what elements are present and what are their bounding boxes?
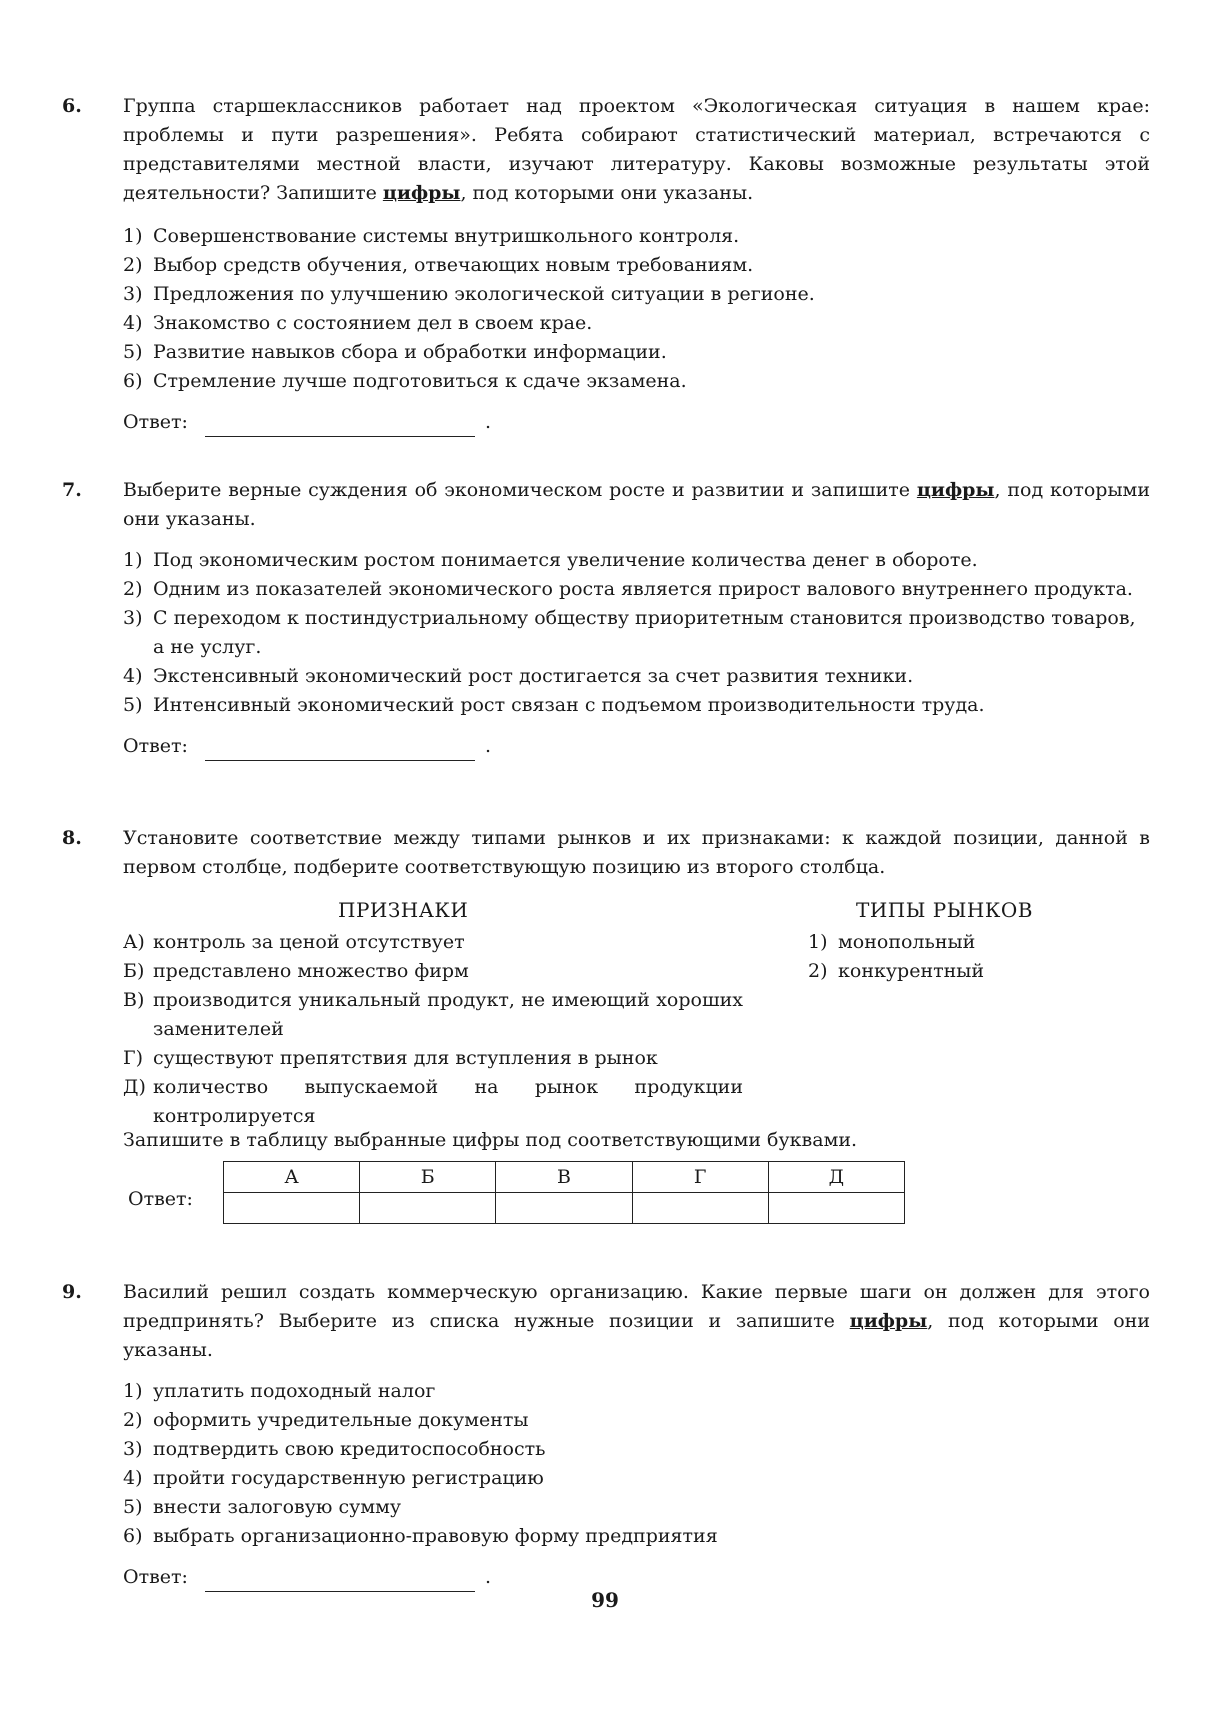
option-item <box>123 691 1150 720</box>
option-text: Стремление лучше подготовиться к сдаче экзамена. <box>153 370 687 392</box>
option-number: 6) <box>123 1525 143 1547</box>
task-text-part: , под которыми они указаны. <box>123 1310 1151 1361</box>
option-text: выбрать организационно-правовую форму предприятия <box>153 1525 718 1547</box>
feature-text: количество выпускаемой на рынок продукции контролируется <box>153 1076 743 1127</box>
option-item <box>123 546 1150 575</box>
option-text: внести залоговую сумму <box>153 1496 402 1518</box>
right-column-header: ТИПЫ РЫНКОВ <box>856 898 1033 922</box>
option-text: Экстенсивный экономический рост достигается за счет развития техники. <box>153 665 914 687</box>
answer-table-header: Д <box>768 1162 904 1193</box>
option-list <box>123 222 1150 396</box>
feature-text: представлено множество фирм <box>153 960 469 982</box>
answer-cell[interactable] <box>768 1193 904 1224</box>
answer-table-block <box>123 1161 1150 1231</box>
answer-blank[interactable] <box>205 414 475 437</box>
task-text-part: , под которыми они указаны. <box>460 182 754 204</box>
option-item <box>123 1377 1150 1406</box>
answer-cell[interactable] <box>496 1193 632 1224</box>
answer-cell[interactable] <box>360 1193 496 1224</box>
task-keyword: цифры <box>849 1310 928 1332</box>
task-body <box>123 824 1150 1231</box>
market-type-number: 2) <box>808 960 828 982</box>
task-body <box>123 476 1150 761</box>
task-text <box>123 1278 1150 1365</box>
market-type-text: конкурентный <box>838 960 985 982</box>
task-text-part: Василий решил создать коммерческую организацию. Какие первые шаги он должен для этого предпринять? Выберите из списка нужные позиции и запишите <box>123 1281 1150 1332</box>
answer-table-header-row <box>224 1162 905 1193</box>
task-number: 7. <box>62 479 82 501</box>
option-number: 2) <box>123 578 143 600</box>
option-item <box>123 309 1150 338</box>
answer-label: Ответ: <box>123 411 188 433</box>
feature-letter: Б) <box>123 960 145 982</box>
option-item <box>123 1406 1150 1435</box>
feature-item <box>123 928 743 957</box>
option-text: С переходом к постиндустриальному обществу приоритетным становится производство товаров, а не услуг. <box>153 607 1136 658</box>
option-number: 2) <box>123 1409 143 1431</box>
option-text: подтвердить свою кредитоспособность <box>153 1438 546 1460</box>
feature-text: контроль за ценой отсутствует <box>153 931 465 953</box>
answer-table-header: А <box>224 1162 360 1193</box>
feature-text: производится уникальный продукт, не имеющий хороших заменителей <box>153 989 743 1040</box>
option-text: Интенсивный экономический рост связан с подъемом производительности труда. <box>153 694 985 716</box>
option-item <box>123 280 1150 309</box>
option-item <box>123 662 1150 691</box>
task-text <box>123 92 1150 208</box>
features-list <box>123 928 743 1131</box>
option-item <box>123 575 1150 604</box>
feature-letter: Д) <box>123 1076 146 1098</box>
option-number: 5) <box>123 1496 143 1518</box>
option-text: уплатить подоходный налог <box>153 1380 436 1402</box>
option-number: 1) <box>123 549 143 571</box>
task-number: 9. <box>62 1281 82 1303</box>
answer-cell[interactable] <box>632 1193 768 1224</box>
option-text: Под экономическим ростом понимается увеличение количества денег в обороте. <box>153 549 978 571</box>
task-text-part: , под которыми они указаны. <box>123 479 1151 530</box>
task-text-part: Выберите верные суждения об экономическом росте и развитии и запишите <box>123 479 917 501</box>
option-list <box>123 1377 1150 1551</box>
option-text: Предложения по улучшению экологической ситуации в регионе. <box>153 283 815 305</box>
answer-line <box>123 408 1150 437</box>
option-item <box>123 1493 1150 1522</box>
answer-label: Ответ: <box>128 1188 193 1210</box>
feature-letter: А) <box>123 931 145 953</box>
table-instruction: Запишите в таблицу выбранные цифры под соответствующими буквами. <box>123 1129 858 1151</box>
option-number: 5) <box>123 694 143 716</box>
option-text: оформить учредительные документы <box>153 1409 529 1431</box>
answer-table-header: Г <box>632 1162 768 1193</box>
feature-text: существуют препятствия для вступления в рынок <box>153 1047 658 1069</box>
task-keyword: цифры <box>382 182 461 204</box>
feature-letter: В) <box>123 989 145 1011</box>
market-type-number: 1) <box>808 931 828 953</box>
answer-line <box>123 732 1150 761</box>
option-item <box>123 251 1150 280</box>
option-number: 3) <box>123 607 143 629</box>
option-number: 1) <box>123 1380 143 1402</box>
option-text: Развитие навыков сбора и обработки информации. <box>153 341 667 363</box>
market-type-item <box>808 957 984 986</box>
answer-label: Ответ: <box>123 1566 188 1588</box>
option-item <box>123 1464 1150 1493</box>
option-text: Знакомство с состоянием дел в своем крае. <box>153 312 593 334</box>
answer-table-header: Б <box>360 1162 496 1193</box>
option-item <box>123 222 1150 251</box>
option-text: пройти государственную регистрацию <box>153 1467 544 1489</box>
task-text <box>123 476 1150 534</box>
task-number: 6. <box>62 95 82 117</box>
option-number: 4) <box>123 1467 143 1489</box>
option-number: 4) <box>123 665 143 687</box>
page-number: 99 <box>591 1588 619 1612</box>
market-type-item <box>808 928 984 957</box>
answer-table <box>223 1161 905 1224</box>
task-body <box>123 1278 1150 1592</box>
feature-item <box>123 1073 743 1131</box>
answer-label: Ответ: <box>123 735 188 757</box>
option-text: Выбор средств обучения, отвечающих новым требованиям. <box>153 254 754 276</box>
market-types-list <box>808 928 984 986</box>
task-number: 8. <box>62 827 82 849</box>
option-number: 3) <box>123 283 143 305</box>
answer-blank[interactable] <box>205 738 475 761</box>
option-item <box>123 1522 1150 1551</box>
answer-table-header: В <box>496 1162 632 1193</box>
answer-cell[interactable] <box>224 1193 360 1224</box>
option-number: 5) <box>123 341 143 363</box>
option-item <box>123 367 1150 396</box>
option-number: 6) <box>123 370 143 392</box>
option-number: 3) <box>123 1438 143 1460</box>
answer-period: . <box>485 1566 492 1588</box>
feature-item <box>123 957 743 986</box>
market-type-text: монопольный <box>838 931 976 953</box>
answer-period: . <box>485 411 492 433</box>
task-text: Установите соответствие между типами рынков и их признаками: к каждой позиции, данной в первом столбце, подберите соответствующую позицию из второго столбца. <box>123 827 1150 878</box>
task-body <box>123 92 1150 437</box>
option-item <box>123 338 1150 367</box>
option-list <box>123 546 1150 720</box>
option-item <box>123 1435 1150 1464</box>
feature-item <box>123 1044 743 1073</box>
option-item <box>123 604 1150 662</box>
option-text: Одним из показателей экономического роста является прирост валового внутреннего продукта. <box>153 578 1133 600</box>
option-number: 1) <box>123 225 143 247</box>
left-column-header: ПРИЗНАКИ <box>338 898 469 922</box>
option-number: 4) <box>123 312 143 334</box>
answer-period: . <box>485 735 492 757</box>
feature-letter: Г) <box>123 1047 143 1069</box>
option-number: 2) <box>123 254 143 276</box>
answer-table-input-row <box>224 1193 905 1224</box>
task-keyword: цифры <box>916 479 995 501</box>
task-text-part: Группа старшеклассников работает над проектом «Экологическая ситуация в нашем крае: проблемы и пути разрешения». Ребята собирают статистический материал, встречаются с представителями местной власти, изучают литературу. Каковы возможные результаты этой деятельности? Запишите <box>123 95 1150 204</box>
feature-item <box>123 986 743 1044</box>
option-text: Совершенствование системы внутришкольного контроля. <box>153 225 740 247</box>
matching-columns <box>123 896 1150 1127</box>
